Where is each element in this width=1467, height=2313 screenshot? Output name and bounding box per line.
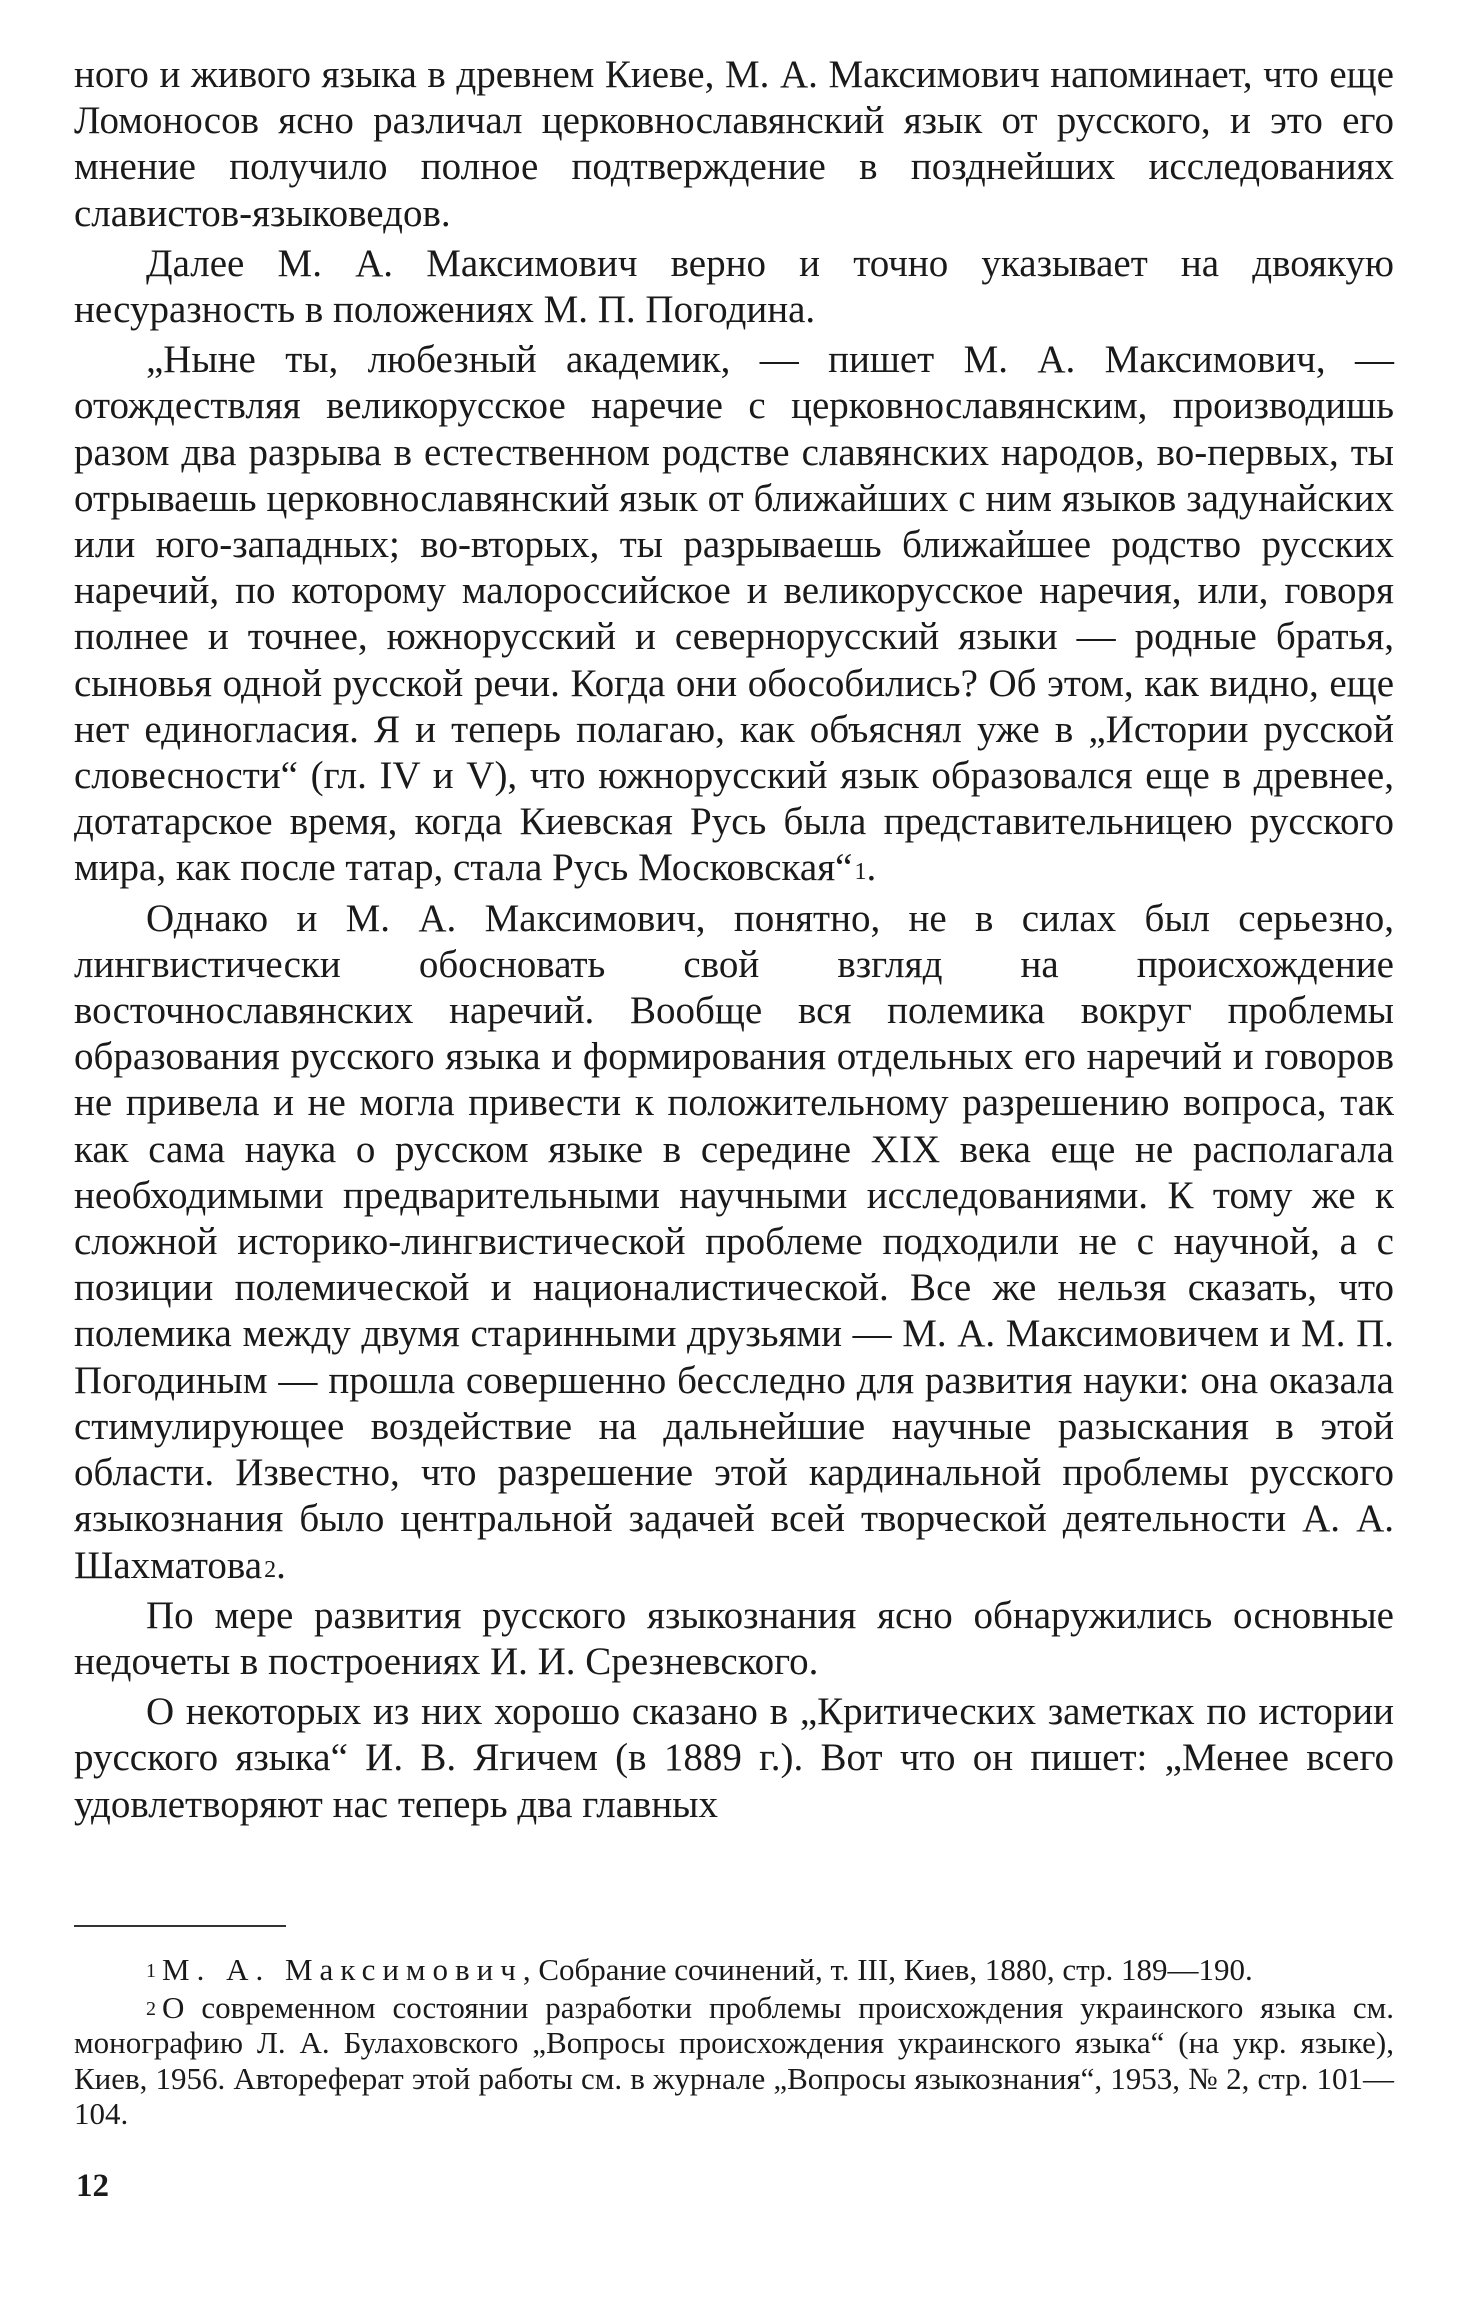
footnote-2-text: О современном состоянии разработки проблемы происхождения украинского языка см. монографию Л. А. Булаховского „Вопросы происхождения украинского языка“ (на укр. языке), Киев, 1956. Автореферат этой работы см. в журнале „Вопросы языкознания“, 1953, № 2, стр. 101—104. bbox=[74, 1989, 1394, 2131]
paragraph-4-text: Однако и М. А. Максимович, понятно, не в силах был серьезно, лингвистически обосновать свой взгляд на происхождение восточнославянских наречий. Вообще вся полемика вокруг проблемы образования русского языка и формирования отдельных его наречий и говоров не привела и не могла привести к положительному разрешению вопроса, так как сама наука о русском языке в середине XIX века еще не располагала необходимыми предварительными научными исследованиями. К тому же к сложной историко-лингвистической проблеме подходили не с научной, а с позиции полемической и националистической. Все же нельзя сказать, что полемика между двумя старинными друзьями — М. А. Максимовичем и М. П. Погодиным — прошла совершенно бесследно для развития науки: она оказала стимулирующее воздействие на дальнейшие научные разыскания в этой области. Известно, что разрешение этой кардинальной проблемы русского языкознания было центральной задачей всей творческой деятельности А. А. Шахматова bbox=[74, 896, 1394, 1587]
paragraph-4 bbox=[74, 896, 1394, 1589]
paragraph-1: ного и живого языка в древнем Киеве, М. А. Максимович напоминает, что еще Ломоносов ясно различал церковнославянский язык от русского, и это его мнение получило полное подтверждение в позднейших исследованиях славистов-языковедов. bbox=[74, 53, 1394, 235]
footnote-2 bbox=[74, 1990, 1394, 2132]
quote-end: . bbox=[866, 846, 877, 890]
main-text bbox=[74, 52, 1394, 1828]
footnote-ref-1: 1 bbox=[854, 859, 867, 886]
paragraph-3-quote bbox=[74, 337, 1394, 891]
paragraph-5: По мере развития русского языкознания ясно обнаружились основные недочеты в построениях И. И. Срезневского. bbox=[74, 1593, 1394, 1683]
paragraph-6: О некоторых из них хорошо сказано в „Критических заметках по истории русского языка“ И. В. Ягичем (в 1889 г.). Вот что он пишет: „Менее всего удовлетворяют нас теперь два главных bbox=[74, 1690, 1394, 1826]
footnote-1-author: М. А. Максимович bbox=[162, 1952, 523, 1987]
footnote-1-text: , Собрание сочинений, т. III, Киев, 1880, стр. 189—190. bbox=[522, 1952, 1253, 1987]
footnote-divider bbox=[74, 1925, 286, 1927]
quote-text: „Ныне ты, любезный академик, — пишет М. А. Максимович, — отождествляя великорусское наречие с церковнославянским, производишь разом два разрыва в естественном родстве славянских народов, во-первых, ты отрываешь церковнославянский язык от ближайших с ним языков задунайских или юго-западных; во-вторых, ты разрываешь ближайшее родство русских наречий, по которому малороссийское и великорусское наречия, или, говоря полнее и точнее, южнорусский и севернорусский языки — родные братья, сыновья одной русской речи. Когда они обособились? Об этом, как видно, еще нет единогласия. Я и теперь полагаю, как объяснял уже в „Истории русской словесности“ (гл. IV и V), что южнорусский язык образовался еще в древнее, дотатарское время, когда Киевская Русь была представительницею русского мира, как после татар, стала Русь Московская“ bbox=[74, 338, 1394, 890]
page-number: 12 bbox=[76, 2168, 109, 2204]
paragraph-2: Далее М. А. Максимович верно и точно указывает на двоякую несуразность в положениях М. П. Погодина. bbox=[74, 241, 1394, 332]
paragraph-4-end: . bbox=[276, 1543, 286, 1587]
footnotes bbox=[74, 1952, 1394, 2132]
footnote-1 bbox=[74, 1952, 1394, 1988]
footnote-2-number: 2 bbox=[146, 1997, 156, 2020]
footnote-1-number: 1 bbox=[146, 1960, 156, 1982]
footnote-ref-2: 2 bbox=[264, 1556, 277, 1583]
